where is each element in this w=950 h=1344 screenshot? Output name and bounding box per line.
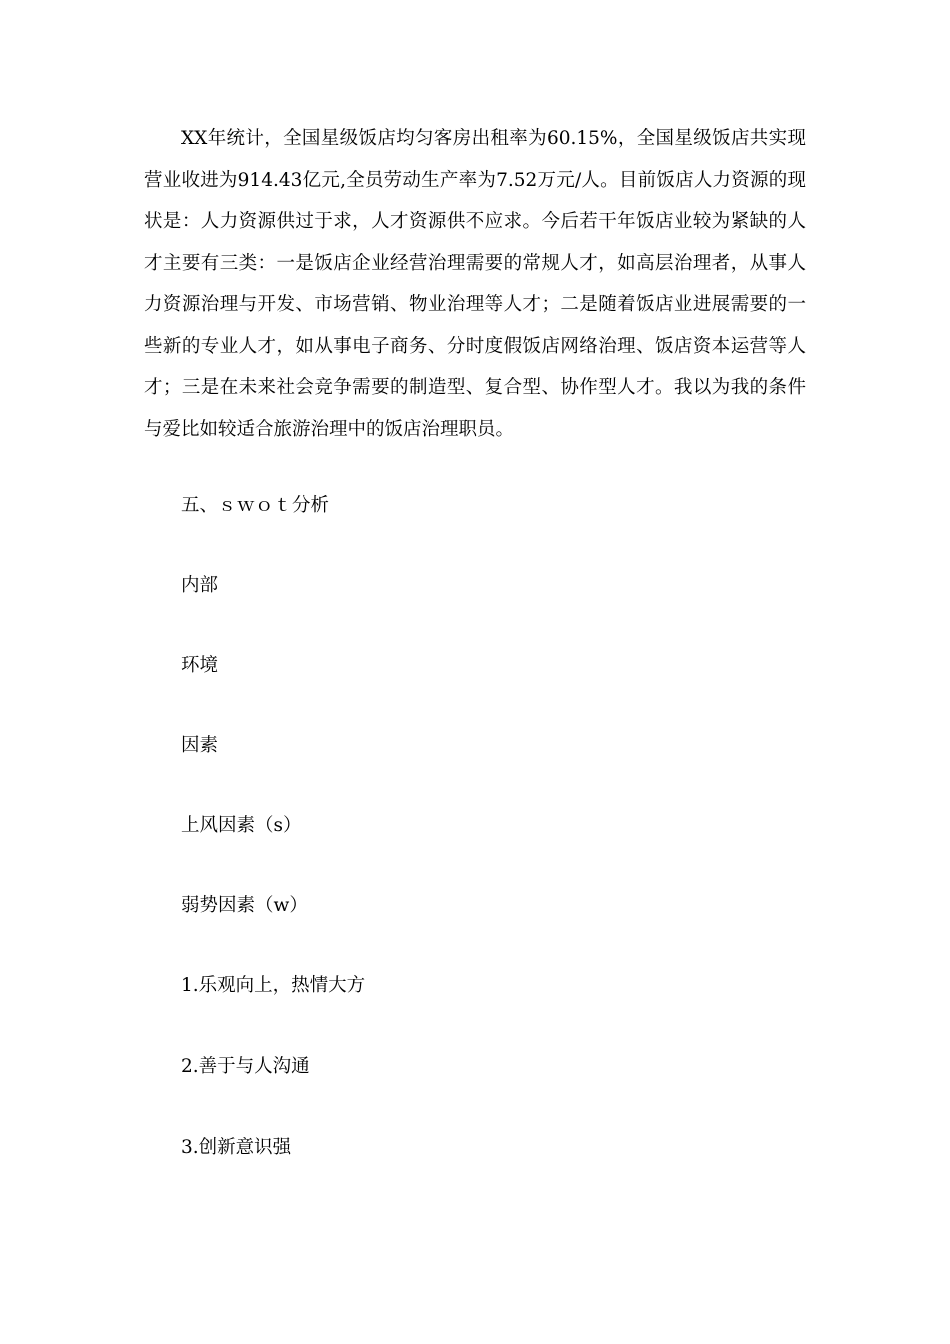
section-heading: 五、ｓｗｏｔ分析 bbox=[181, 495, 330, 516]
table-cell-internal: 内部 bbox=[181, 575, 219, 596]
table-cell-environment: 环境 bbox=[181, 655, 219, 676]
list-item: 2.善于与人沟通 bbox=[181, 1056, 310, 1077]
table-cell-factors: 因素 bbox=[181, 735, 219, 756]
table-cell-weaknesses: 弱势因素（w） bbox=[181, 895, 308, 916]
list-item: 3.创新意识强 bbox=[181, 1137, 292, 1158]
body-paragraph: XX年统计，全国星级饭店均匀客房出租率为60.15%，全国星级饭店共实现营业收进为914.43亿元,全员劳动生产率为7.52万元/人。目前饭店人力资源的现状是：人力资源供过于求，人才资源供不应求。今后若干年饭店业较为紧缺的人才主要有三类：一是饭店企业经营治理需要的常规人才，如高层治理者，从事人力资源治理与开发、市场营销、物业治理等人才；二是随着饭店业进展需要的一些新的专业人才，如从事电子商务、分时度假饭店网络治理、饭店资本运营等人才；三是在未来社会竞争需要的制造型、复合型、协作型人才。我以为我的条件与爱比如较适合旅游治理中的饭店治理职员。 bbox=[144, 128, 806, 440]
table-cell-strengths: 上风因素（s） bbox=[181, 815, 302, 836]
list-item: 1.乐观向上，热情大方 bbox=[181, 975, 366, 996]
